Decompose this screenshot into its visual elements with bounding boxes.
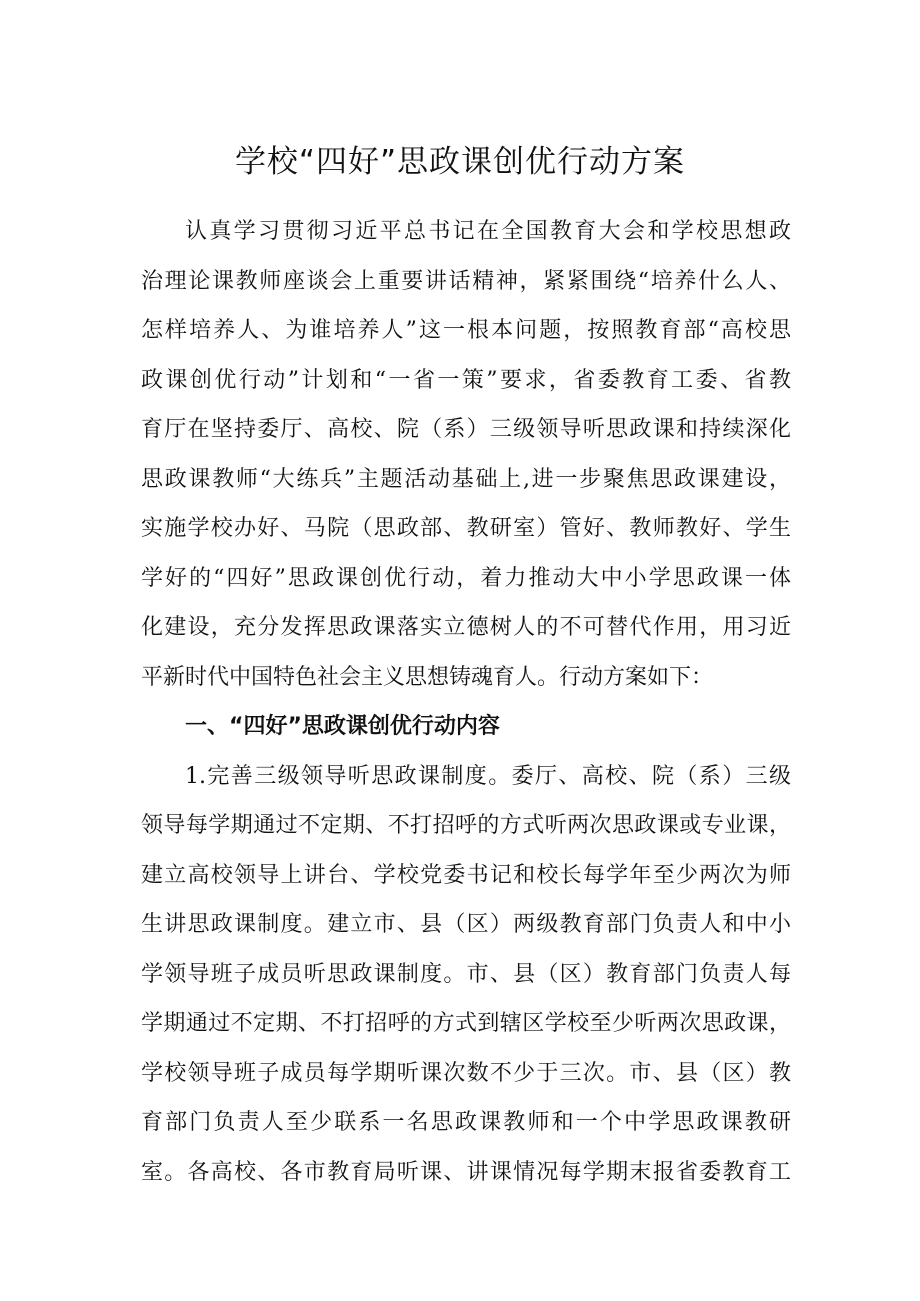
item-1-line-6: 学期通过不定期、不打招呼的方式到辖区学校至少听两次思政课，: [141, 1011, 791, 1036]
intro-line-3: 怎样培养人、为谁培养人”这一根本问题，按照教育部“高校思: [141, 318, 791, 343]
intro-line-8: 学好的“四好”思政课创优行动，着力推动大中小学思政课一体: [141, 565, 791, 591]
item-1-line-9: 室。各高校、各市教育局听课、讲课情况每学期末报省委教育工: [141, 1159, 791, 1185]
intro-line-6: 思政课教师“大练兵”主题活动基础上,进一步聚焦思政课建设，: [141, 466, 791, 492]
intro-line-7: 实施学校办好、马院（思政部、教研室）管好、教师教好、学生: [141, 516, 791, 541]
item-1-line-3: 建立高校领导上讲台、学校党委书记和校长每学年至少两次为师: [141, 862, 791, 888]
item-1-line-2: 领导每学期通过不定期、不打招呼的方式听两次思政课或专业课，: [141, 813, 791, 838]
item-1-line-4: 生讲思政课制度。建立市、县（区）两级教育部门负责人和中小: [141, 912, 791, 937]
intro-line-1: 认真学习贯彻习近平总书记在全国教育大会和学校思想政: [185, 219, 791, 244]
intro-paragraph: [141, 207, 791, 1197]
intro-line-2: 治理论课教师座谈会上重要讲话精神，紧紧围绕“培养什么人、: [141, 268, 791, 294]
item-1-line-7: 学校领导班子成员每学期听课次数不少于三次。市、县（区）教: [141, 1060, 791, 1086]
section-1-heading: 一、“四好”思政课创优行动内容: [185, 714, 500, 739]
item-1-line-5: 学领导班子成员听思政课制度。市、县（区）教育部门负责人每: [141, 961, 791, 987]
item-1-line-8: 育部门负责人至少联系一名思政课教师和一个中学思政课教研: [141, 1110, 791, 1135]
item-1-line-1: 1.完善三级领导听思政课制度。委厅、高校、院（系）三级: [185, 763, 791, 789]
document-title: 学校“四好”思政课创优行动方案: [234, 144, 686, 180]
intro-line-5: 育厅在坚持委厅、高校、院（系）三级领导听思政课和持续深化: [141, 417, 791, 442]
intro-line-10: 平新时代中国特色社会主义思想铸魂育人。行动方案如下：: [141, 664, 714, 690]
intro-line-4: 政课创优行动”计划和“一省一策”要求，省委教育工委、省教: [141, 367, 791, 393]
intro-line-9: 化建设，充分发挥思政课落实立德树人的不可替代作用，用习近: [141, 615, 791, 640]
